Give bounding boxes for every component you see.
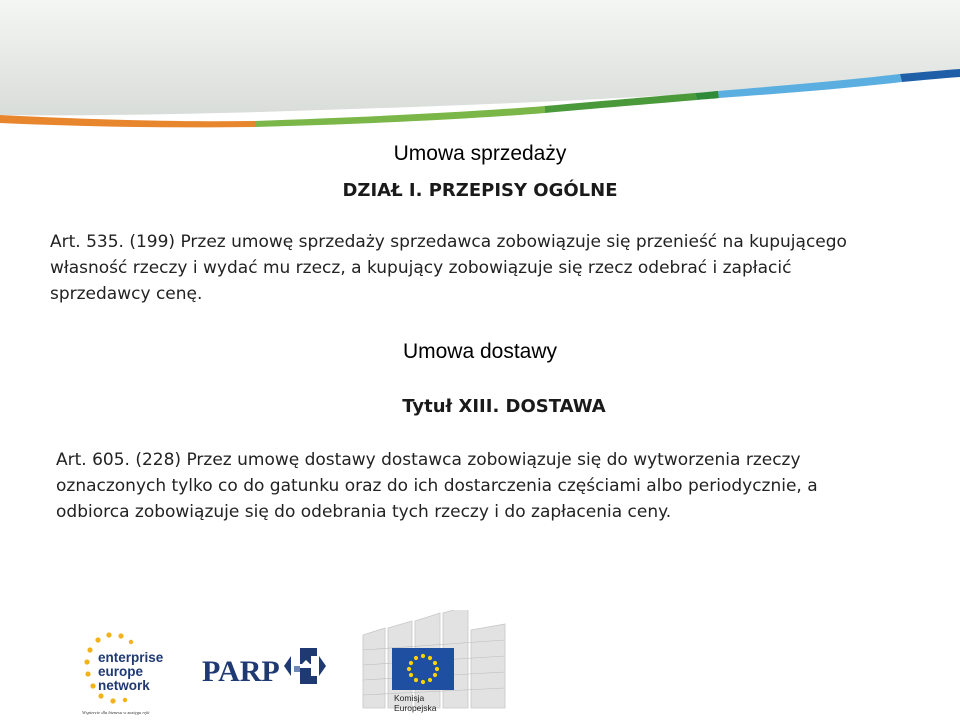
ec-line-1: Komisja <box>394 693 425 703</box>
article-605-line-2: oznaczonych tylko co do gatunku oraz do ich dostarczenia częściami albo periodycznie, a <box>56 476 818 496</box>
article-535-line-3: sprzedawcy cenę. <box>50 284 203 304</box>
parp-logo <box>202 648 326 688</box>
article-605-line-3: odbiorca zobowiązuje się do odebrania tych rzeczy i do zapłacenia ceny. <box>56 502 672 522</box>
parp-arrows-icon <box>284 648 326 684</box>
ec-line-2: Europejska <box>394 703 437 713</box>
article-535-text <box>50 229 847 307</box>
european-commission-logo <box>363 610 505 713</box>
section-heading-delivery: Tytuł XIII. DOSTAWA <box>402 396 606 417</box>
een-line-1: enterprise <box>98 650 164 665</box>
footer-logos <box>0 610 960 720</box>
article-605-text <box>56 447 818 525</box>
section-title-sale: Umowa sprzedaży <box>393 142 567 165</box>
article-605-line-1: Art. 605. (228) Przez umowę dostawy dostawca zobowiązuje się do wytworzenia rzeczy <box>56 450 801 470</box>
enterprise-europe-network-logo <box>82 632 164 715</box>
article-535-line-2: własność rzeczy i wydać mu rzecz, a kupujący zobowiązuje się rzecz odebrać i zapłacić <box>50 258 792 278</box>
parp-wordmark: PARP <box>202 655 280 688</box>
header-wave-decoration <box>0 0 960 135</box>
een-tagline: Wspiercie dla biznesu w zasięgu ręki <box>82 710 150 715</box>
section-heading-sale: DZIAŁ I. PRZEPISY OGÓLNE <box>342 180 618 201</box>
section-title-delivery: Umowa dostawy <box>402 340 558 363</box>
een-line-2: europe <box>98 664 144 679</box>
article-535-line-1: Art. 535. (199) Przez umowę sprzedaży sprzedawca zobowiązuje się przenieść na kupującego <box>50 232 847 252</box>
een-line-3: network <box>98 678 150 693</box>
